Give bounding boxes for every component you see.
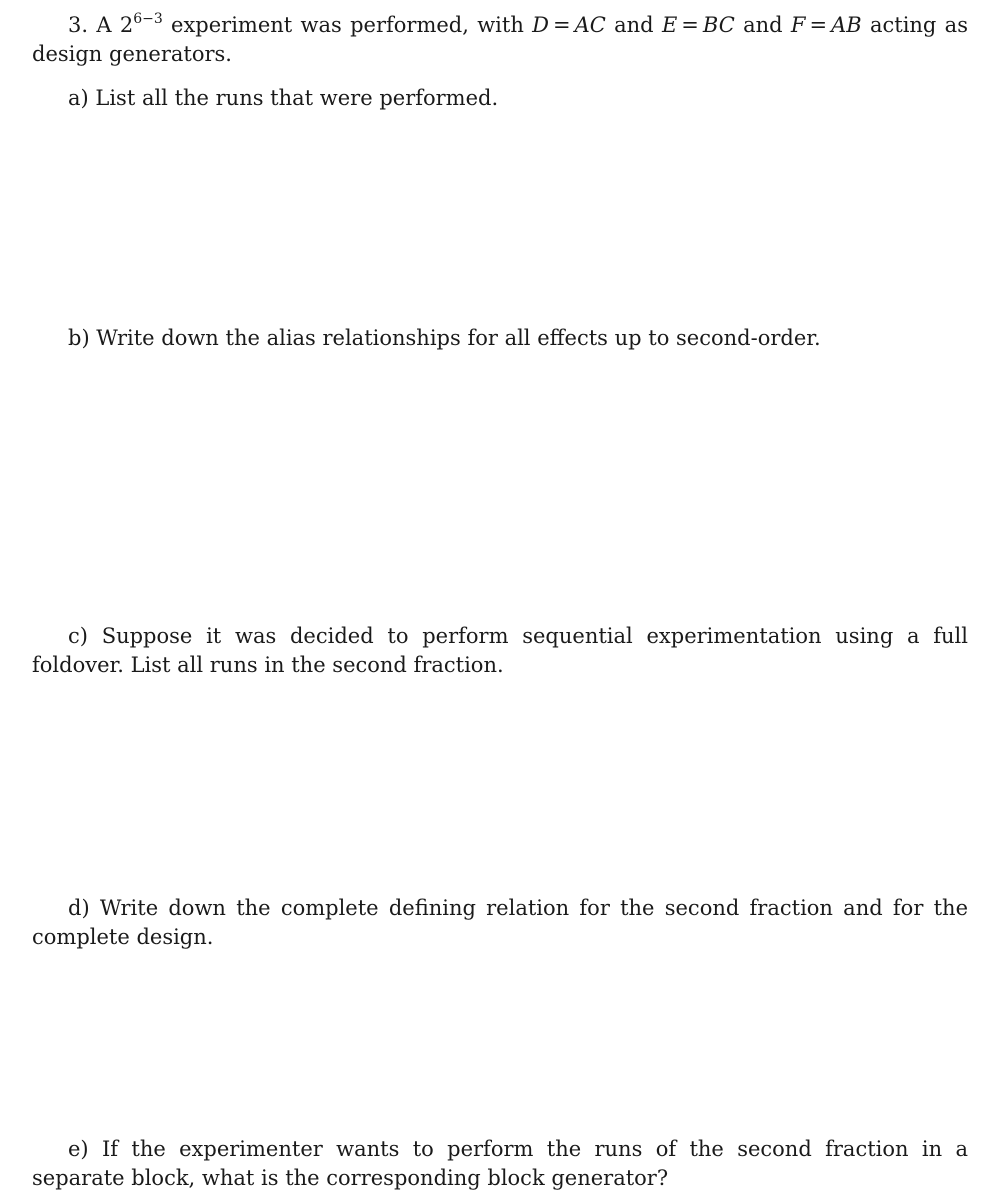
equals-sign: = bbox=[681, 13, 699, 37]
problem-number: 3. bbox=[68, 13, 89, 37]
conjunction-and-2: and bbox=[743, 13, 783, 37]
generator-d-rhs: AC bbox=[574, 13, 606, 37]
generator-d-lhs: D bbox=[532, 13, 549, 37]
generator-e-lhs: E bbox=[661, 13, 678, 37]
generator-e-rhs: BC bbox=[702, 13, 735, 37]
part-c-question: c) Suppose it was decided to perform sequential experimentation using a full foldover. List all runs in the second fraction. bbox=[32, 624, 968, 677]
part-b-question: b) Write down the alias relationships for all effects up to second-order. bbox=[68, 326, 821, 350]
part-e-question: e) If the experimenter wants to perform the runs of the second fraction in a separate block, what is the corresponding block generator? bbox=[32, 1137, 968, 1190]
equals-sign: = bbox=[809, 13, 828, 37]
problem-intro-b: experiment was performed, with bbox=[171, 13, 524, 37]
part-d-question: d) Write down the complete defining relation for the second fraction and for the complete design. bbox=[32, 896, 968, 949]
part-a-question: a) List all the runs that were performed. bbox=[68, 86, 499, 110]
design-exponent: 6−3 bbox=[133, 11, 163, 27]
design-notation bbox=[120, 13, 163, 37]
generator-f-rhs: AB bbox=[831, 13, 862, 37]
problem-acting: acting bbox=[869, 13, 937, 37]
problem-statement bbox=[32, 11, 968, 69]
design-base: 2 bbox=[119, 13, 134, 37]
generator-f-lhs: F bbox=[790, 13, 806, 37]
conjunction-and-1: and bbox=[614, 13, 654, 37]
equals-sign: = bbox=[553, 13, 571, 37]
problem-line-2: as design generators. bbox=[32, 13, 968, 66]
problem-intro-a: A bbox=[96, 13, 112, 37]
